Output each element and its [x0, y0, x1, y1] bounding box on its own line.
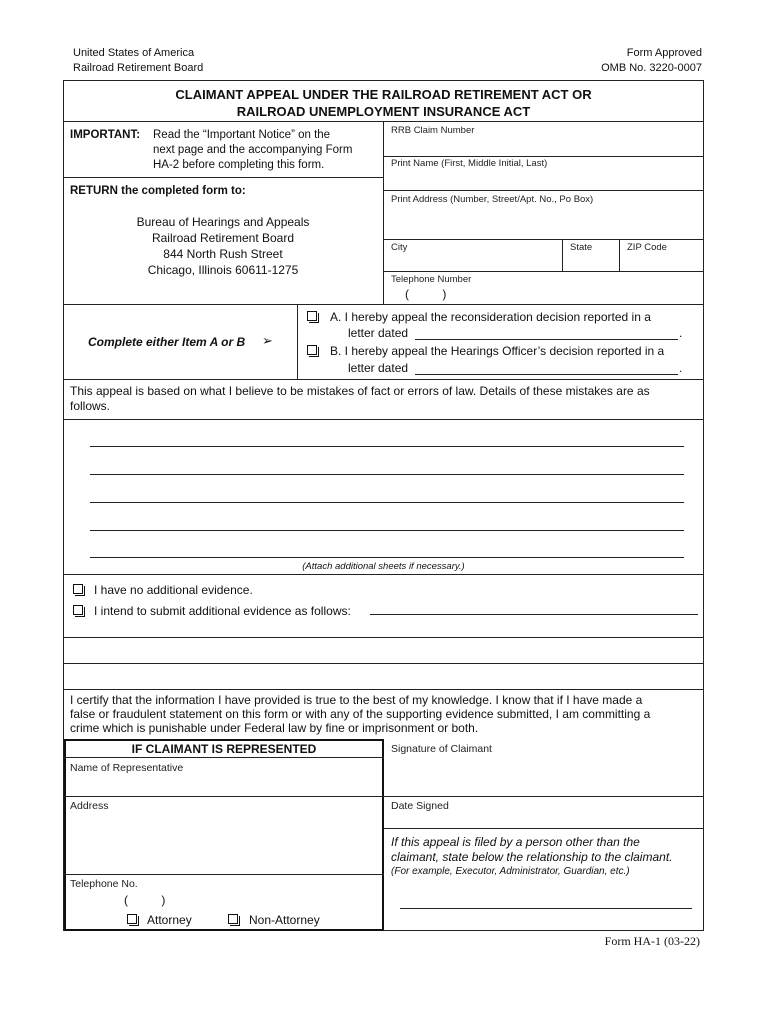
item-a-text: A. I hereby appeal the reconsideration decision reported in a: [330, 310, 651, 324]
signature-label: Signature of Claimant: [391, 743, 492, 755]
zip-field[interactable]: [620, 254, 703, 270]
divider: [383, 190, 704, 191]
telephone-label: Telephone Number: [391, 274, 472, 285]
basis-text-2: follows.: [70, 399, 111, 413]
signature-field[interactable]: [386, 757, 702, 795]
representative-address-field[interactable]: [66, 813, 382, 873]
divider: [63, 379, 704, 380]
no-evidence-checkbox[interactable]: [73, 584, 83, 594]
state-label: State: [570, 242, 593, 253]
return-address-line-2: Railroad Retirement Board: [151, 231, 295, 245]
evidence-line-3[interactable]: [64, 664, 703, 689]
details-line-1[interactable]: [90, 446, 684, 447]
representative-telephone-label: Telephone No.: [70, 878, 138, 890]
certification-line-3: crime which is punishable under Federal law by fine or imprisonment or both.: [70, 721, 479, 735]
title-line-1: CLAIMANT APPEAL UNDER THE RAILROAD RETIREMENT ACT OR: [175, 87, 592, 102]
item-b-date-field[interactable]: [415, 374, 678, 375]
relationship-instruction-1: If this appeal is filed by a person other than the: [391, 835, 640, 849]
representative-heading: IF CLAIMANT IS REPRESENTED: [131, 742, 317, 756]
details-line-5[interactable]: [90, 557, 684, 558]
date-signed-label: Date Signed: [391, 800, 449, 812]
return-label: RETURN the completed form to:: [70, 185, 246, 197]
relationship-instruction-2: claimant, state below the relationship to the claimant.: [391, 850, 673, 864]
item-a-date-field[interactable]: [415, 339, 678, 340]
agency-line-2: Railroad Retirement Board: [73, 62, 204, 74]
non-attorney-label: Non-Attorney: [249, 913, 320, 927]
item-b-text: B. I hereby appeal the Hearings Officer’s decision reported in a: [330, 344, 665, 358]
basis-text-1: This appeal is based on what I believe to be mistakes of fact or errors of law. Details of these mistakes are as: [70, 384, 650, 398]
item-b-letter-dated-label: letter dated: [348, 361, 409, 375]
important-text-3: HA-2 before completing this form.: [153, 159, 325, 171]
no-evidence-label: I have no additional evidence.: [94, 583, 253, 597]
claim-number-field[interactable]: [384, 136, 703, 156]
non-attorney-checkbox[interactable]: [228, 914, 238, 924]
details-line-3[interactable]: [90, 502, 684, 503]
item-a-checkbox[interactable]: [307, 311, 317, 321]
city-label: City: [391, 242, 408, 253]
title-line-2: RAILROAD UNEMPLOYMENT INSURANCE ACT: [236, 104, 531, 119]
representative-name-label: Name of Representative: [70, 762, 184, 774]
divider: [383, 239, 704, 240]
details-line-4[interactable]: [90, 530, 684, 531]
return-address-line-3: 844 North Rush Street: [163, 247, 283, 261]
return-address-line-1: Bureau of Hearings and Appeals: [136, 215, 310, 229]
evidence-line-2[interactable]: [64, 638, 703, 663]
divider: [63, 419, 704, 420]
omb-number: OMB No. 3220-0007: [601, 62, 702, 74]
claim-number-label: RRB Claim Number: [391, 125, 475, 136]
submit-evidence-checkbox[interactable]: [73, 605, 83, 615]
state-field[interactable]: [563, 254, 618, 270]
divider: [63, 689, 704, 690]
divider: [63, 574, 704, 575]
form-title: [63, 86, 704, 120]
divider: [64, 796, 384, 797]
return-address: [63, 214, 383, 278]
important-text-2: next page and the accompanying Form: [153, 144, 353, 156]
print-name-label: Print Name (First, Middle Initial, Last): [391, 158, 548, 169]
item-b-checkbox[interactable]: [307, 345, 317, 355]
complete-item-instruction: Complete either Item A or B: [88, 335, 246, 349]
item-a-period: .: [679, 326, 683, 340]
evidence-line-1[interactable]: [370, 614, 698, 615]
certification-line-1: I certify that the information I have provided is true to the best of my knowledge. I know that if I have made a: [70, 693, 643, 707]
print-address-field[interactable]: [384, 206, 703, 239]
divider: [64, 757, 384, 758]
divider: [383, 156, 704, 157]
form-id: Form HA-1 (03-22): [604, 934, 700, 948]
approval-line-1: Form Approved: [626, 47, 702, 59]
relationship-field[interactable]: [400, 908, 692, 909]
certification-line-2: false or fraudulent statement on this form or with any of the supporting evidence submitted, I am committing a: [70, 707, 651, 721]
attach-note: (Attach additional sheets if necessary.): [302, 561, 465, 572]
arrow-icon: ➢: [262, 333, 273, 348]
return-address-line-4: Chicago, Illinois 60611-1275: [147, 263, 299, 277]
print-address-label: Print Address (Number, Street/Apt. No., Po Box): [391, 194, 594, 205]
print-name-field[interactable]: [384, 170, 703, 190]
attorney-label: Attorney: [147, 913, 192, 927]
divider: [297, 304, 298, 379]
representative-address-label: Address: [70, 800, 109, 812]
divider: [63, 177, 383, 178]
attorney-checkbox[interactable]: [127, 914, 137, 924]
divider: [64, 874, 384, 875]
item-b-period: .: [679, 361, 683, 375]
item-a-letter-dated-label: letter dated: [348, 326, 409, 340]
agency-line-1: United States of America: [73, 47, 195, 59]
important-label: IMPORTANT:: [70, 129, 141, 141]
relationship-example: (For example, Executor, Administrator, Guardian, etc.): [391, 866, 630, 877]
representative-name-field[interactable]: [66, 775, 382, 795]
divider: [384, 828, 704, 829]
details-line-2[interactable]: [90, 474, 684, 475]
city-field[interactable]: [384, 254, 562, 270]
divider: [63, 304, 704, 305]
divider: [384, 796, 704, 797]
important-text-1: Read the “Important Notice” on the: [153, 129, 331, 141]
telephone-field[interactable]: ( ): [405, 287, 447, 301]
divider: [383, 271, 704, 272]
submit-evidence-label: I intend to submit additional evidence as follows:: [94, 604, 351, 618]
zip-label: ZIP Code: [627, 242, 667, 253]
representative-telephone-field[interactable]: ( ): [124, 893, 166, 907]
date-signed-field[interactable]: [386, 813, 702, 827]
